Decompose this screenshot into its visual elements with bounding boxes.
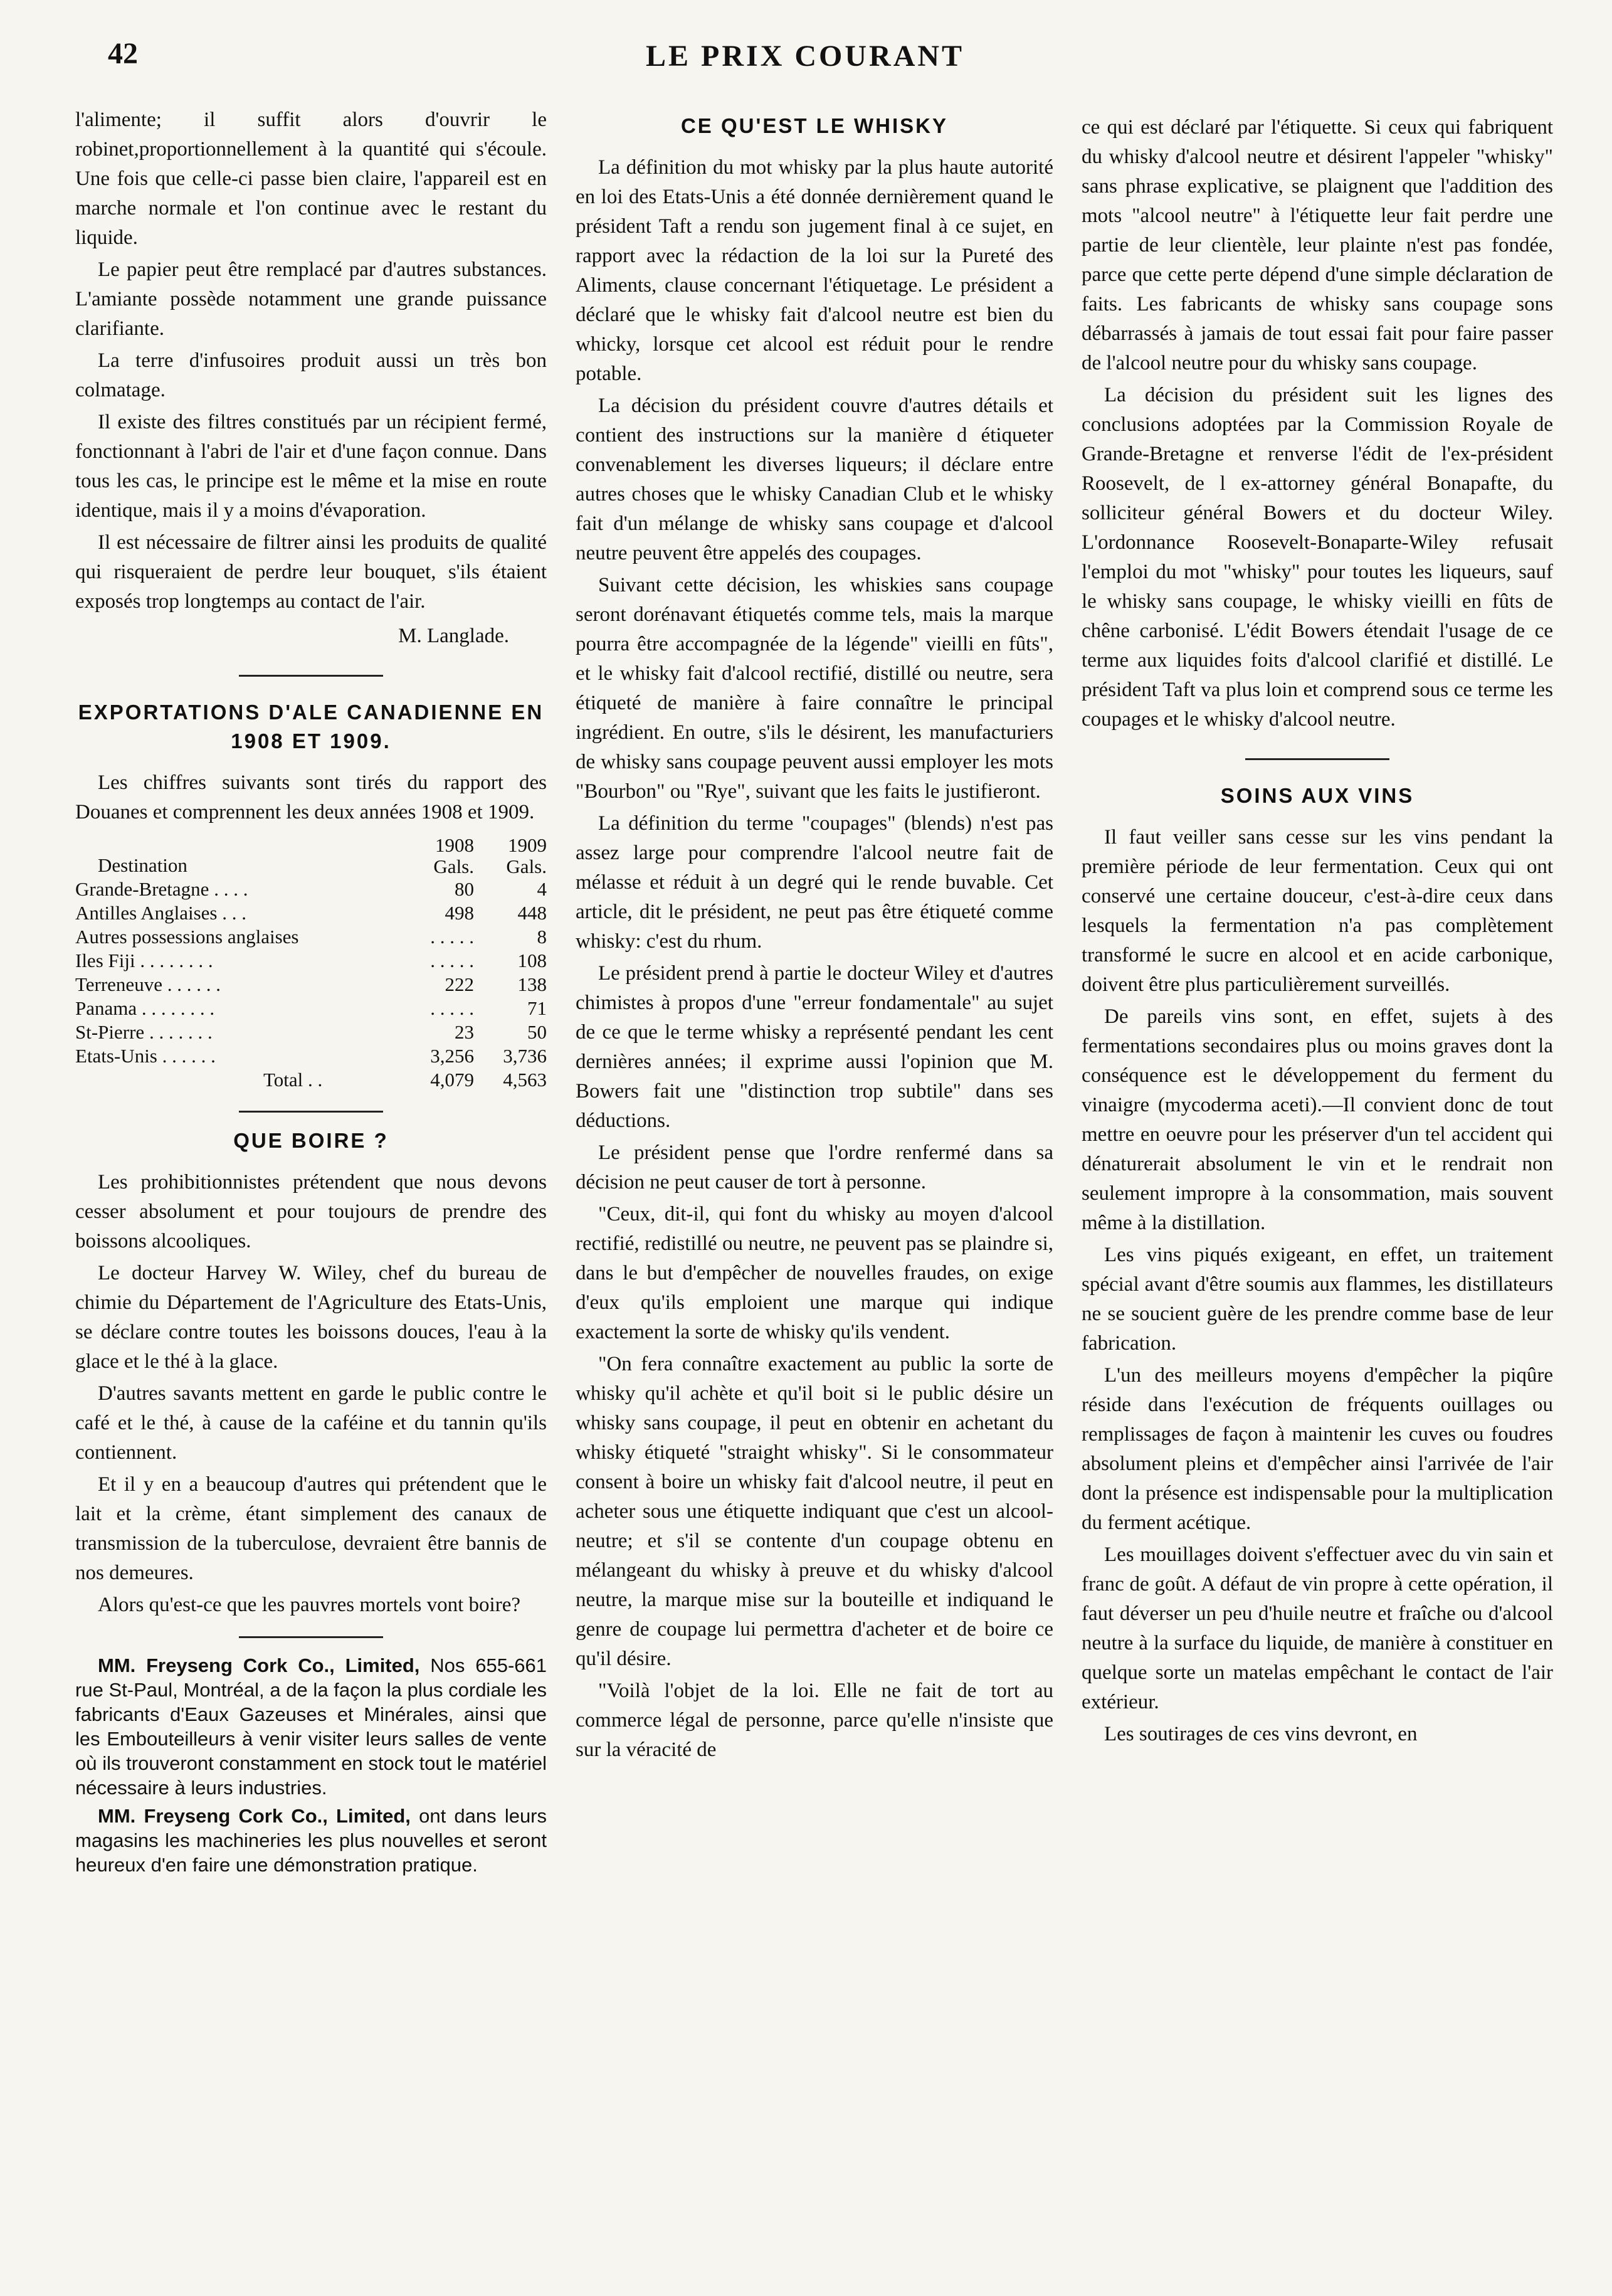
cell-1908: 222 [445, 973, 474, 995]
cell-dest: Terreneuve . . . . . . [75, 973, 221, 995]
cell-1908: 23 [455, 1021, 474, 1043]
cell-1908: 498 [445, 902, 474, 924]
cell-dest: Autres possessions anglaises [75, 926, 299, 948]
paragraph: De pareils vins sont, en effet, sujets à des fermentations secondaires plus ou moins graves dont la conséquence est le développement du ferment du vinaigre (mycoderma aceti).—Il convient donc de tout mettre en oeuvre pour les préserver d'un tel accident qui dénaturerait absolument le vin et le rendrait non seulement impropre à la consommation, mais souvent même à la distillation. [1082, 1005, 1553, 1234]
cell-1909: 138 [517, 973, 547, 995]
running-title: LE PRIX COURANT [646, 40, 965, 73]
paragraph: La décision du président suit les lignes des conclusions adoptées par la Commission Royale de Grande-Bretagne et renverse l'édit de l'ex-président Roosevelt, de l ex-attorney général Bonapafte, du solliciteur général Bowers et du docteur Wiley. L'ordonnance Roosevelt-Bonaparte-Wiley refusait l'emploi du mot "whisky" pour toutes les liqueurs, sauf le whisky sans coupage, le whisky vieilli en fûts de chêne carbonisé. L'édit Bowers étendait l'usage de ce terme aux liquides foits d'alcool clarifié et distillé. Le président Taft va plus loin et comprend sous ce terme les coupages et le whisky d'alcool neutre. [1082, 384, 1553, 731]
cell-1909: 3,736 [503, 1045, 547, 1067]
export-intro: Les chiffres suivants sont tirés du rapport des Douanes et comprennent les deux années 1908 et 1909. [75, 771, 547, 823]
paragraph: Il existe des filtres constitués par un récipient fermé, fonctionnant à l'abri de l'air et d'une façon connue. Dans tous les cas, le principe est le même et la mise en route identique, mais il y a moins d'évaporation. [75, 411, 547, 522]
notice-text: ont dans leurs magasins les machineries les plus nouvelles et seront heureux d'en faire une démonstration pratique. [75, 1805, 547, 1876]
table-row [75, 925, 547, 949]
cell-dest: Iles Fiji . . . . . . . . [75, 950, 213, 971]
paragraph: Les mouillages doivent s'effectuer avec du vin sain et franc de goût. A défaut de vin propre à cette opération, il faut déverser un peu d'huile neutre et fraîche ou d'alcool neutre à la surface du liquide, de manière à constituer en quelque sorte un matelas empêchant le contact de l'air extérieur. [1082, 1543, 1553, 1713]
col-1908: 1908 Gals. [433, 834, 474, 877]
cell-1909: 108 [517, 950, 547, 971]
paragraph: Le président pense que l'ordre renfermé dans sa décision ne peut causer de tort à personne. [576, 1141, 1053, 1193]
paragraph: La définition du terme "coupages" (blends) n'est pas assez large pour comprendre l'alcool neutre fait de mélasse et réduit à un degré qui le rende buvable. Cet article, dit le président, ne peut pas être étiqueté comme whisky: c'est du rhum. [576, 812, 1053, 953]
export-table [75, 835, 547, 1092]
col-destination: Destination [98, 854, 187, 876]
total-label: Total . . [263, 1069, 323, 1091]
notice-freyseng-1 [75, 1653, 547, 1800]
cell-1909: 71 [527, 997, 547, 1019]
total-1908: 4,079 [430, 1069, 474, 1091]
paragraph: La définition du mot whisky par la plus haute autorité en loi des Etats-Unis a été donnée dernièrement quand le président Taft a rendu son jugement final à ce sujet, en rapport avec la rédaction de la loi sur la Pureté des Aliments, clause concernant l'étiquetage. Le président a déclaré que le whisky fait d'alcool neutre est bien du whicky, lorsque cet alcool est réduit pour le rendre potable. [576, 156, 1053, 385]
page-number: 42 [108, 37, 138, 70]
col-1909: 1909 Gals. [506, 834, 547, 877]
paragraph: Les vins piqués exigeant, en effet, un traitement spécial avant d'être soumis aux flammes, les distillateurs ne se soucient guère de les prendre comme base de leur fabrication. [1082, 1244, 1553, 1355]
paragraph: L'un des meilleurs moyens d'empêcher la piqûre réside dans l'exécution de fréquents ouillages ou remplissages de façon à maintenir les cuves ou foudres absolument pleins et d'empêcher ainsi l'arrivée de l'air dont la présence est indispensable pour la multiplication du ferment acétique. [1082, 1364, 1553, 1534]
paragraph: La terre d'infusoires produit aussi un très bon colmatage. [75, 349, 547, 401]
divider [239, 675, 383, 677]
paragraph: l'alimente; il suffit alors d'ouvrir le robinet,proportionnellement à la quantité qui s'écoule. Une fois que celle-ci passe bien claire, l'appareil est en marche normale et l'on continue avec le restant du liquide. [75, 108, 547, 249]
column-1 [75, 105, 547, 1881]
notice-text: Nos 655-661 rue St-Paul, Montréal, a de la façon la plus cordiale les fabricants d'Eaux Gazeuses et Minérales, ainsi que les Embouteilleurs à venir visiter leurs salles de vente où ils trouveront constamment en stock tout le matériel nécessaire à leurs industries. [75, 1654, 547, 1799]
cell-1908: . . . . . [430, 950, 474, 971]
paragraph: "On fera connaître exactement au public la sorte de whisky qu'il achète et qu'il boit si le public désire un whisky sans coupage, il peut en obtenir en achetant du whisky étiqueté "straight whisky". Si le consommateur consent à boire un whisky fait d'alcool neutre, il peut en acheter sous une étiquette indiquant que c'est un alcool- neutre; et s'il se contente d'un coupage obtenu en mélangeant du whisky à preuve et du whisky d'alcool neutre, la marque mise sur la bouteille et indiquand le genre de coupage lui permettra d'acheter et de boire ce qu'il désire. [576, 1353, 1053, 1670]
table-total-row [75, 1068, 547, 1092]
cell-1908: . . . . . [430, 926, 474, 948]
table-row [75, 901, 547, 925]
paragraph: Les prohibitionnistes prétendent que nous devons cesser absolument et pour toujours de prendre des boissons alcooliques. [75, 1171, 547, 1252]
table-row [75, 973, 547, 997]
divider [239, 1636, 383, 1638]
divider [1245, 758, 1389, 760]
paragraph: ce qui est déclaré par l'étiquette. Si ceux qui fabriquent du whisky d'alcool neutre et désirent l'appeler "whisky" sans phrase explicative, se plaignent que l'addition des mots "alcool neutre" à l'étiquette leur fait perdre une partie de leur clientèle, leur plainte n'est pas fondée, parce que cette perte dépend d'une simple déclaration de faits. Les fabricants de whisky sans coupage sons débarrassés à jamais de tout essai fait pour faire passer de l'alcool neutre pour du whisky sans coupage. [1082, 116, 1553, 374]
paragraph: La décision du président couvre d'autres détails et contient des instructions sur la manière d étiqueter convenablement les diverses liqueurs; il déclare entre autres choses que le whisky Canadian Club et le whisky fait d'un mélange de whisky sans coupage et d'alcool neutre peuvent être appelés des coupages. [576, 394, 1053, 564]
signature: M. Langlade. [398, 625, 509, 647]
cell-dest: St-Pierre . . . . . . . [75, 1021, 213, 1043]
cell-1909: 4 [537, 878, 547, 900]
whisky-heading: CE QU'EST LE WHISKY [680, 114, 949, 137]
vins-heading: SOINS AUX VINS [1220, 784, 1414, 807]
table-row [75, 1020, 547, 1044]
cell-dest: Grande-Bretagne . . . . [75, 878, 248, 900]
column-3 [1082, 113, 1553, 1752]
boire-heading: QUE BOIRE ? [233, 1129, 389, 1152]
paragraph: Suivant cette décision, les whiskies sans coupage seront dorénavant étiquetés comme tels, mais la marque pourra être accompagnée de la légende" vieilli en fûts", et le whisky fait d'alcool rectifié, distillé ou neutre, sera étiqueté de manière à faire connaître le principal ingrédient. En outre, s'ils le désirent, les manufacturiers de whisky sans coupage peuvent aussi employer les mots "Bourbon" ou "Rye", suivant que les faits le justifieront. [576, 574, 1053, 803]
paragraph: Alors qu'est-ce que les pauvres mortels vont boire? [98, 1594, 521, 1616]
cell-1909: 448 [517, 902, 547, 924]
paragraph: Il faut veiller sans cesse sur les vins pendant la première période de leur fermentation. Ceux qui ont conservé une certaine douceur, c'est-à-dire ceux dans lesquels la fermentation n'a pas complètement transformé le sucre en alcool et en acide carbonique, doivent être plus particulièrement surveillés. [1082, 826, 1553, 996]
paragraph: Le papier peut être remplacé par d'autres substances. L'amiante possède notamment une grande puissance clarifiante. [75, 258, 547, 340]
notice-freyseng-2 [75, 1804, 547, 1877]
export-heading: EXPORTATIONS D'ALE CANADIENNE EN 1908 ET 1909. [78, 701, 544, 753]
cell-1909: 50 [527, 1021, 547, 1043]
paragraph: Les soutirages de ces vins devront, en [1104, 1723, 1418, 1745]
table-row [75, 997, 547, 1020]
paragraph: Et il y en a beaucoup d'autres qui prétendent que le lait et la crème, étant simplement des canaux de transmission de la tuberculose, devraient être bannis de nos demeures. [75, 1473, 547, 1584]
table-row [75, 949, 547, 973]
notice-company: MM. Freyseng Cork Co., Limited, [98, 1805, 411, 1827]
cell-dest: Panama . . . . . . . . [75, 997, 215, 1019]
paragraph: Il est nécessaire de filtrer ainsi les produits de qualité qui risqueraient de perdre leur bouquet, s'ils étaient exposés trop longtemps au contact de l'air. [75, 531, 547, 613]
total-1909: 4,563 [503, 1069, 547, 1091]
cell-dest: Etats-Unis . . . . . . [75, 1045, 216, 1067]
paragraph: D'autres savants mettent en garde le public contre le café et le thé, à cause de la caféine et du tannin qu'ils contiennent. [75, 1382, 547, 1464]
paragraph: "Ceux, dit-il, qui font du whisky au moyen d'alcool rectifié, redistillé ou neutre, ne peuvent pas se plaindre si, dans le but d'empêcher de nouvelles fraudes, on exige d'eux qu'ils emploient une marque qui indique exactement la sorte de whisky qu'ils vendent. [576, 1203, 1053, 1343]
paragraph: Le docteur Harvey W. Wiley, chef du bureau de chimie du Département de l'Agriculture des Etats-Unis, se déclare contre toutes les boissons douces, l'eau à la glace et le thé à la glace. [75, 1262, 547, 1373]
paragraph: "Voilà l'objet de la loi. Elle ne fait de tort au commerce légal de personne, parce qu'elle n'insiste que sur la véracité de [576, 1680, 1053, 1761]
cell-1908: 80 [455, 878, 474, 900]
column-2 [576, 105, 1053, 1767]
cell-1909: 8 [537, 926, 547, 948]
cell-1908: . . . . . [430, 997, 474, 1019]
paragraph: Le président prend à partie le docteur Wiley et d'autres chimistes à propos d'une "erreur fondamentale" au sujet de ce que le terme whisky a représenté pendant les cent dernières années; il exprime aussi l'opinion que M. Bowers fait une "distinction trop subtile" dans ses déductions. [576, 962, 1053, 1132]
divider [239, 1111, 383, 1113]
table-row [75, 1044, 547, 1068]
cell-1908: 3,256 [430, 1045, 474, 1067]
table-row [75, 877, 547, 901]
notice-company: MM. Freyseng Cork Co., Limited, [98, 1654, 420, 1676]
cell-dest: Antilles Anglaises . . . [75, 902, 246, 924]
